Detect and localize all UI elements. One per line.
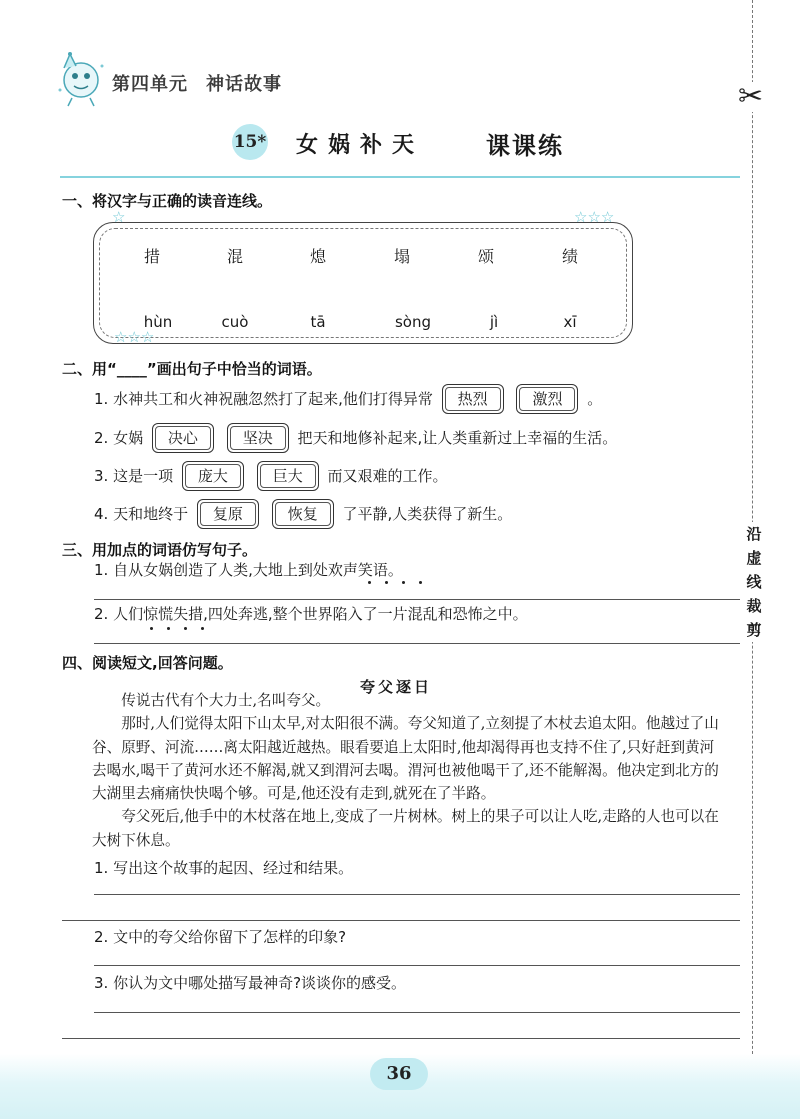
- pinyin-item[interactable]: tā: [310, 313, 326, 331]
- item-number: 1.: [94, 859, 109, 877]
- answer-line[interactable]: [62, 920, 740, 921]
- imitation-sentence: [94, 603, 528, 625]
- star-icon: ☆: [112, 208, 126, 226]
- word-option[interactable]: [197, 499, 259, 529]
- story-paragraph: 夸父死后,他手中的木杖落在地上,变成了一片树林。树上的果子可以让人吃,走路的人也可以在大树下休息。: [92, 808, 719, 849]
- cut-char: 裁: [746, 597, 762, 615]
- character-item[interactable]: 措: [143, 247, 160, 266]
- reading-question: [94, 972, 406, 994]
- word-option[interactable]: [257, 461, 319, 491]
- star-icon: ☆☆☆: [574, 208, 615, 226]
- answer-line[interactable]: [62, 1038, 740, 1039]
- item-number: 1.: [94, 390, 109, 408]
- item-text: 把天和地修补起来,让人类重新过上幸福的生活。: [297, 429, 618, 447]
- item-text: 天和地终于: [113, 505, 189, 523]
- story-text: [92, 689, 722, 852]
- star-icon: ☆☆☆: [114, 328, 155, 346]
- character-item[interactable]: 绩: [561, 247, 578, 266]
- item-text: 这是一项: [113, 467, 174, 485]
- unit-title: [112, 70, 282, 96]
- word-option-label: 恢复: [275, 502, 331, 526]
- answer-line[interactable]: [94, 599, 740, 600]
- cut-char: 沿: [746, 525, 762, 543]
- answer-line[interactable]: [94, 965, 740, 966]
- header-divider: [60, 176, 740, 178]
- item-text: 而又艰难的工作。: [327, 467, 448, 485]
- item-text: 你认为文中哪处描写最神奇?谈谈你的感受。: [113, 974, 407, 992]
- character-item[interactable]: 颂: [477, 247, 494, 266]
- word-option[interactable]: [152, 423, 214, 453]
- item-text: 女娲: [113, 429, 144, 447]
- unit-label: 第四单元: [112, 74, 188, 95]
- item-number: 3.: [94, 467, 109, 485]
- reading-question: [94, 857, 353, 879]
- item-text: 人们惊慌失措,四处奔逃,整个世界陷入了一片混乱和恐怖之中。: [113, 605, 528, 623]
- answer-line[interactable]: [94, 643, 740, 644]
- word-option[interactable]: [182, 461, 244, 491]
- pinyin-item[interactable]: sòng: [394, 313, 432, 331]
- word-option-label: 热烈: [445, 387, 501, 411]
- cut-char: 线: [746, 573, 762, 591]
- answer-line[interactable]: [94, 894, 740, 895]
- reading-question: [94, 926, 346, 948]
- word-choice-item: [94, 499, 512, 529]
- item-number: 1.: [94, 561, 109, 579]
- pinyin-item[interactable]: xī: [563, 313, 577, 331]
- story-title: 夸父逐日: [360, 678, 433, 696]
- lesson-title: 女娲补天: [296, 133, 425, 158]
- item-text: 文中的夸父给你留下了怎样的印象?: [113, 928, 347, 946]
- cut-instruction: [744, 522, 764, 642]
- mascot-icon: [52, 46, 110, 110]
- scissors-icon: ✂: [738, 79, 764, 114]
- story-paragraph: 那时,人们觉得太阳下山太早,对太阳很不满。夸父知道了,立刻提了木杖去追太阳。他越过了山谷、原野、河流……离太阳越近越热。眼看要追上太阳时,他却渴得再也支持不住了,只好赶到黄河去喝水,喝干了黄河水还不解渴,就又到渭河去喝。渭河也被他喝干了,还不能解渴。他决定到北方的大湖里去痛痛快快喝个够。可是,他还没有走到,就死在了半路。: [92, 715, 719, 803]
- pinyin-item[interactable]: hùn: [143, 313, 173, 331]
- cut-char: 虚: [746, 549, 762, 567]
- unit-theme: 神话故事: [206, 74, 282, 95]
- word-option[interactable]: [516, 384, 578, 414]
- pinyin-row: [0, 313, 800, 337]
- lesson-number-badge: 15*: [232, 124, 268, 160]
- section4-title: 四、阅读短文,回答问题。: [62, 654, 233, 672]
- word-option[interactable]: [227, 423, 289, 453]
- word-choice-item: [94, 423, 617, 453]
- section2-title: 二、用“____”画出句子中恰当的词语。: [62, 360, 322, 378]
- story-paragraph: 传说古代有个大力士,名叫夸父。: [121, 692, 331, 709]
- pinyin-item[interactable]: cuò: [221, 313, 249, 331]
- word-option-label: 决心: [155, 426, 211, 450]
- emphasis-dots: [150, 627, 210, 631]
- cut-char: 剪: [746, 621, 762, 639]
- word-option-label: 庞大: [185, 464, 241, 488]
- pinyin-item[interactable]: jì: [489, 313, 499, 331]
- lesson-type: 课课练: [486, 132, 564, 160]
- item-number: 4.: [94, 505, 109, 523]
- answer-line[interactable]: [94, 1012, 740, 1013]
- imitation-sentence: [94, 559, 403, 581]
- word-option-label: 复原: [200, 502, 256, 526]
- item-text: 。: [587, 390, 603, 408]
- section1-title: 一、将汉字与正确的读音连线。: [62, 192, 273, 210]
- item-number: 2.: [94, 928, 109, 946]
- word-option-label: 巨大: [260, 464, 316, 488]
- word-option-label: 激烈: [519, 387, 575, 411]
- item-number: 2.: [94, 429, 109, 447]
- item-number: 2.: [94, 605, 109, 623]
- character-row: [0, 244, 800, 268]
- character-item[interactable]: 熄: [309, 247, 326, 266]
- item-number: 3.: [94, 974, 109, 992]
- character-item[interactable]: 塌: [393, 247, 410, 266]
- item-text: 写出这个故事的起因、经过和结果。: [113, 859, 354, 877]
- item-text: 了平静,人类获得了新生。: [342, 505, 513, 523]
- item-text: 水神共工和火神祝融忽然打了起来,他们打得异常: [113, 390, 433, 408]
- item-text: 自从女娲创造了人类,大地上到处欢声笑语。: [113, 561, 403, 579]
- word-choice-item: [94, 461, 448, 491]
- section3-title: 三、用加点的词语仿写句子。: [62, 541, 258, 559]
- page-number: 36: [370, 1058, 428, 1090]
- word-option[interactable]: [442, 384, 504, 414]
- emphasis-dots: [368, 581, 428, 585]
- word-option[interactable]: [272, 499, 334, 529]
- word-choice-item: [94, 384, 602, 414]
- word-option-label: 坚决: [230, 426, 286, 450]
- character-item[interactable]: 混: [226, 247, 243, 266]
